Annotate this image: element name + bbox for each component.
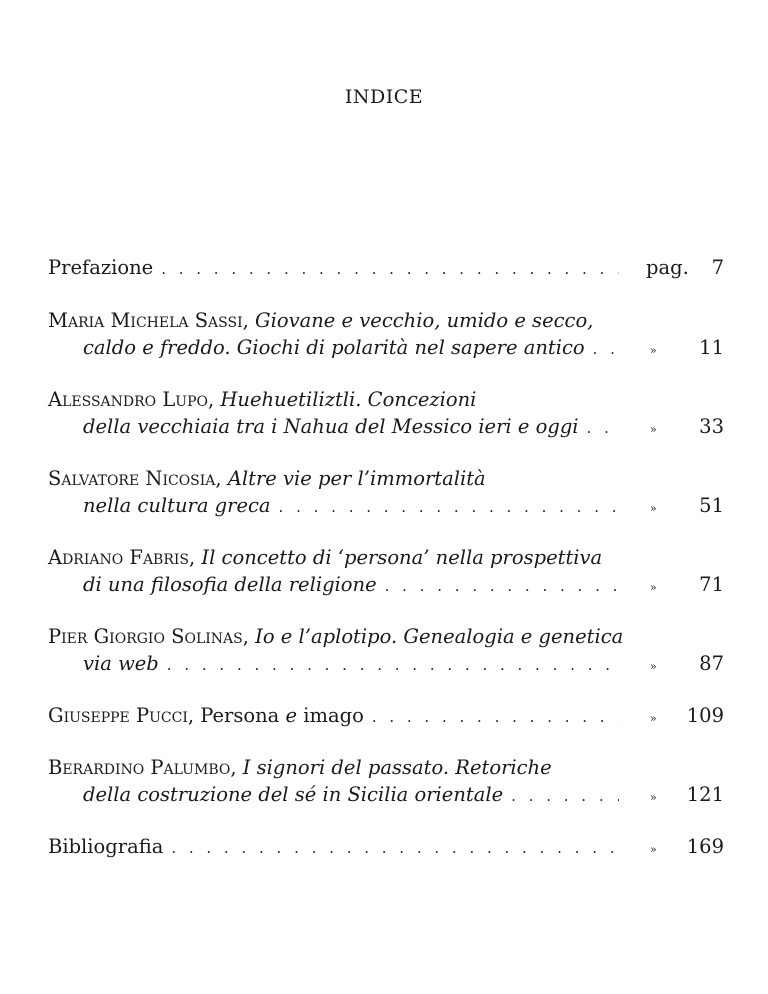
toc-line xyxy=(48,334,724,361)
dot-leader xyxy=(587,415,619,442)
entry-author: Berardino Palumbo, xyxy=(48,756,237,779)
page-number: 51 xyxy=(699,494,724,517)
page-ref xyxy=(629,833,724,863)
page-number: 169 xyxy=(686,835,724,858)
toc-line xyxy=(48,492,724,519)
entry-title: Bibliografia xyxy=(48,835,164,858)
page-marker: » xyxy=(650,712,657,725)
page-marker: » xyxy=(650,344,657,357)
page-number: 33 xyxy=(699,415,724,438)
page-number: 7 xyxy=(711,256,724,279)
toc-entry-solinas xyxy=(48,623,724,677)
entry-title-cont: della vecchiaia tra i Nahua del Messico ieri e oggi xyxy=(83,415,579,438)
entry-title: Prefazione xyxy=(48,256,154,279)
dot-leader xyxy=(372,704,619,731)
page-ref xyxy=(629,413,724,443)
toc-line xyxy=(48,307,724,334)
toc-entry-pucci xyxy=(48,702,724,729)
table-of-contents xyxy=(48,254,724,860)
toc-line xyxy=(48,781,724,808)
toc-line xyxy=(48,650,724,677)
toc-entry-prefazione xyxy=(48,254,724,281)
page-marker: » xyxy=(650,843,657,856)
entry-title: Io e l’aplotipo. Genealogia e genetica xyxy=(255,625,624,648)
page-ref xyxy=(629,334,724,364)
dot-leader xyxy=(171,835,619,862)
toc-line xyxy=(48,833,724,860)
toc-entry-fabris xyxy=(48,544,724,598)
toc-line xyxy=(48,623,724,650)
entry-author: Pier Giorgio Solinas, xyxy=(48,625,249,648)
toc-line xyxy=(48,465,724,492)
page-number: 87 xyxy=(699,652,724,675)
page-marker: » xyxy=(650,581,657,594)
entry-title: Giovane e vecchio, umido e secco, xyxy=(255,309,594,332)
toc-line xyxy=(48,386,724,413)
entry-title-conj: e xyxy=(285,704,298,727)
page-marker: pag. xyxy=(646,256,689,279)
page-title: INDICE xyxy=(344,86,424,108)
entry-author: Maria Michela Sassi, xyxy=(48,309,249,332)
toc-line xyxy=(48,413,724,440)
entry-title-cont: nella cultura greca xyxy=(83,494,271,517)
toc-line xyxy=(48,702,724,729)
toc-entry-lupo xyxy=(48,386,724,440)
entry-title: Huehuetiliztli. Concezioni xyxy=(220,388,477,411)
entry-title-cont: di una filosofia della religione xyxy=(83,573,377,596)
page-marker: » xyxy=(650,660,657,673)
page-ref xyxy=(629,571,724,601)
dot-leader xyxy=(279,494,619,521)
toc-entry-sassi xyxy=(48,307,724,361)
entry-title-persona: Persona xyxy=(200,704,280,727)
entry-title-cont: della costruzione del sé in Sicilia orientale xyxy=(83,783,504,806)
entry-author: Giuseppe Pucci, xyxy=(48,704,195,727)
toc-entry-nicosia xyxy=(48,465,724,519)
page-marker: » xyxy=(650,502,657,515)
entry-title-imago: imago xyxy=(303,704,364,727)
toc-line xyxy=(48,754,724,781)
entry-author: Alessandro Lupo, xyxy=(48,388,215,411)
page-ref xyxy=(629,702,724,732)
page-ref xyxy=(629,492,724,522)
page-marker: » xyxy=(650,423,657,436)
page-number: 109 xyxy=(686,704,724,727)
page-ref xyxy=(629,781,724,811)
page-marker: » xyxy=(650,791,657,804)
toc-line xyxy=(48,254,724,281)
entry-title: Altre vie per l’immortalità xyxy=(227,467,486,490)
page-number: 71 xyxy=(699,573,724,596)
entry-title-cont: via web xyxy=(83,652,159,675)
dot-leader xyxy=(385,573,619,600)
page-ref xyxy=(629,254,724,281)
dot-leader xyxy=(161,256,619,283)
dot-leader xyxy=(593,336,619,363)
entry-title-cont: caldo e freddo. Giochi di polarità nel sapere antico xyxy=(83,336,585,359)
dot-leader xyxy=(167,652,619,679)
entry-author: Salvatore Nicosia, xyxy=(48,467,222,490)
entry-title: I signori del passato. Retoriche xyxy=(242,756,552,779)
toc-entry-bibliografia xyxy=(48,833,724,860)
page-number: 121 xyxy=(686,783,724,806)
toc-entry-palumbo xyxy=(48,754,724,808)
entry-title: Il concetto di ‘persona’ nella prospettiva xyxy=(201,546,603,569)
toc-line xyxy=(48,544,724,571)
page-number: 11 xyxy=(699,336,724,359)
page-ref xyxy=(629,650,724,680)
toc-line xyxy=(48,571,724,598)
entry-author: Adriano Fabris, xyxy=(48,546,196,569)
dot-leader xyxy=(511,783,619,810)
